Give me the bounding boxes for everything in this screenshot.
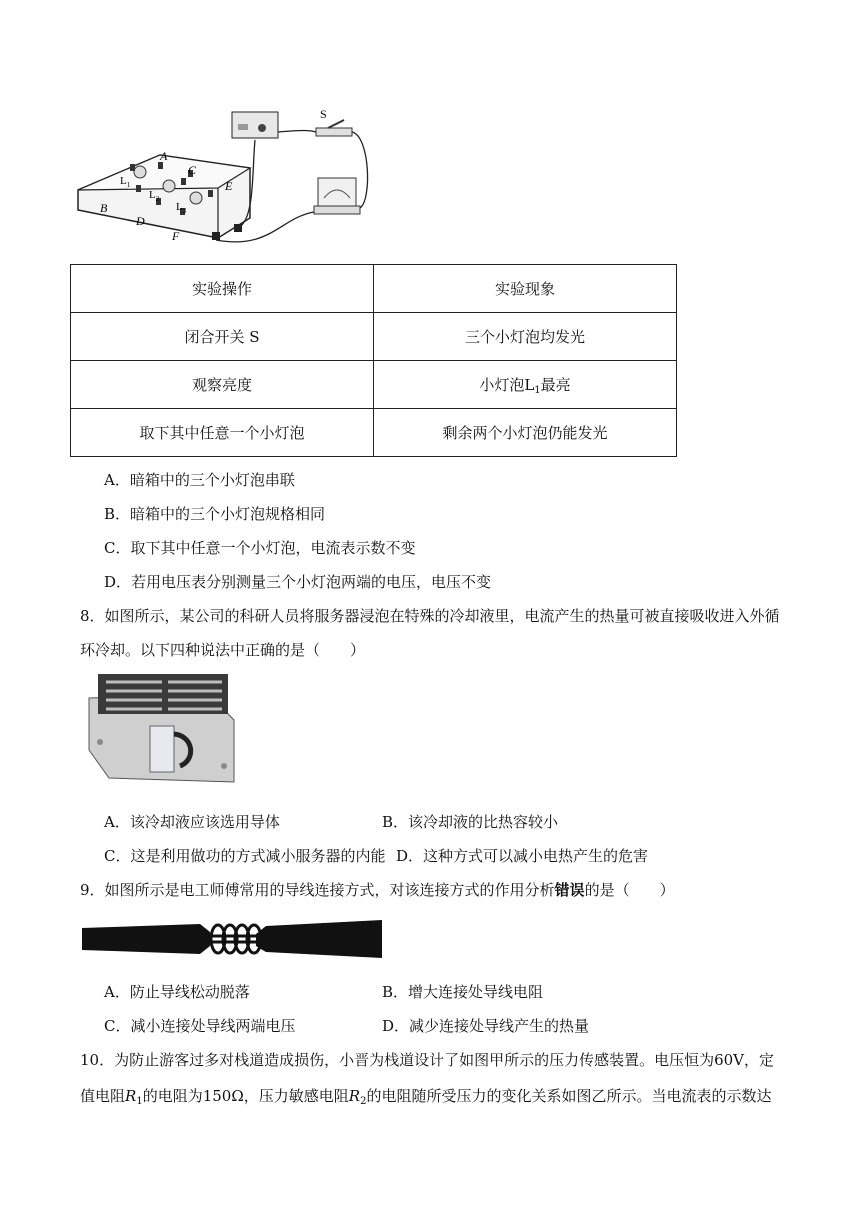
table-header: 实验操作 <box>71 265 374 313</box>
q8-stem-line1: 8．如图所示，某公司的科研人员将服务器浸泡在特殊的冷却液里，电流产生的热量可被直接吸收进入外循 <box>80 607 780 625</box>
label-A: A <box>160 149 168 163</box>
q7-option-d: D．若用电压表分别测量三个小灯泡两端的电压，电压不变 <box>104 573 492 591</box>
table-cell: 小灯泡$L_1$最亮 <box>374 361 677 409</box>
label-F: F <box>172 229 180 243</box>
q8-option-b: B．该冷却液的比热容较小 <box>382 813 559 831</box>
table-row <box>71 313 677 361</box>
table-header-row <box>71 265 677 313</box>
label-S: S <box>320 107 327 121</box>
server-image <box>84 670 244 790</box>
table-cell: 三个小灯泡均发光 <box>374 313 677 361</box>
q9-option-c: C．减小连接处导线两端电压 <box>104 1017 296 1035</box>
wire-knot-image <box>80 914 384 964</box>
q9-option-b: B．增大连接处导线电阻 <box>382 983 544 1001</box>
svg-text:L2: $L_2$ <box>149 189 160 203</box>
q8-stem-line2: 环冷却。以下四种说法中正确的是（ ） <box>80 641 366 659</box>
table-header: 实验现象 <box>374 265 677 313</box>
q8-option-d: D．这种方式可以减小电热产生的危害 <box>396 847 649 865</box>
q9-option-d: D．减少连接处导线产生的热量 <box>382 1017 590 1035</box>
table-row <box>71 361 677 409</box>
label-C: C <box>188 163 197 177</box>
q9-option-a: A．防止导线松动脱落 <box>104 983 250 1001</box>
q8-option-c: C．这是利用做功的方式减小服务器的内能 <box>104 847 386 865</box>
q7-option-a: A．暗箱中的三个小灯泡串联 <box>104 471 295 489</box>
svg-text:L3: $L_3$ <box>176 201 187 215</box>
label-E: E <box>225 179 233 193</box>
svg-text:L1: $L_1$ <box>120 175 131 189</box>
table-cell: 取下其中任意一个小灯泡 <box>71 409 374 457</box>
q7-option-c: C．取下其中任意一个小灯泡，电流表示数不变 <box>104 539 416 557</box>
experiment-table <box>70 264 677 457</box>
q10-line1: 10．为防止游客过多对栈道造成损伤，小晋为栈道设计了如图甲所示的压力传感装置。电压恒为60V，定 <box>80 1051 775 1069</box>
table-cell: 剩余两个小灯泡仍能发光 <box>374 409 677 457</box>
table-row <box>71 409 677 457</box>
q7-option-b: B．暗箱中的三个小灯泡规格相同 <box>104 505 326 523</box>
circuit-figure <box>70 100 390 260</box>
q10-line2: 值电阻$R_1$的电阻为150Ω，压力敏感电阻$R_2$的电阻随所受压力的变化关系如图乙所示。当电流表的示数达 <box>80 1087 772 1107</box>
label-D: D <box>136 214 145 228</box>
table-cell: 观察亮度 <box>71 361 374 409</box>
q8-option-a: A．该冷却液应该选用导体 <box>104 813 280 831</box>
table-cell: 闭合开关 S <box>71 313 374 361</box>
q9-stem: 9．如图所示是电工师傅常用的导线连接方式，对该连接方式的作用分析错误的是（ ） <box>80 881 675 899</box>
label-B: B <box>100 201 108 215</box>
